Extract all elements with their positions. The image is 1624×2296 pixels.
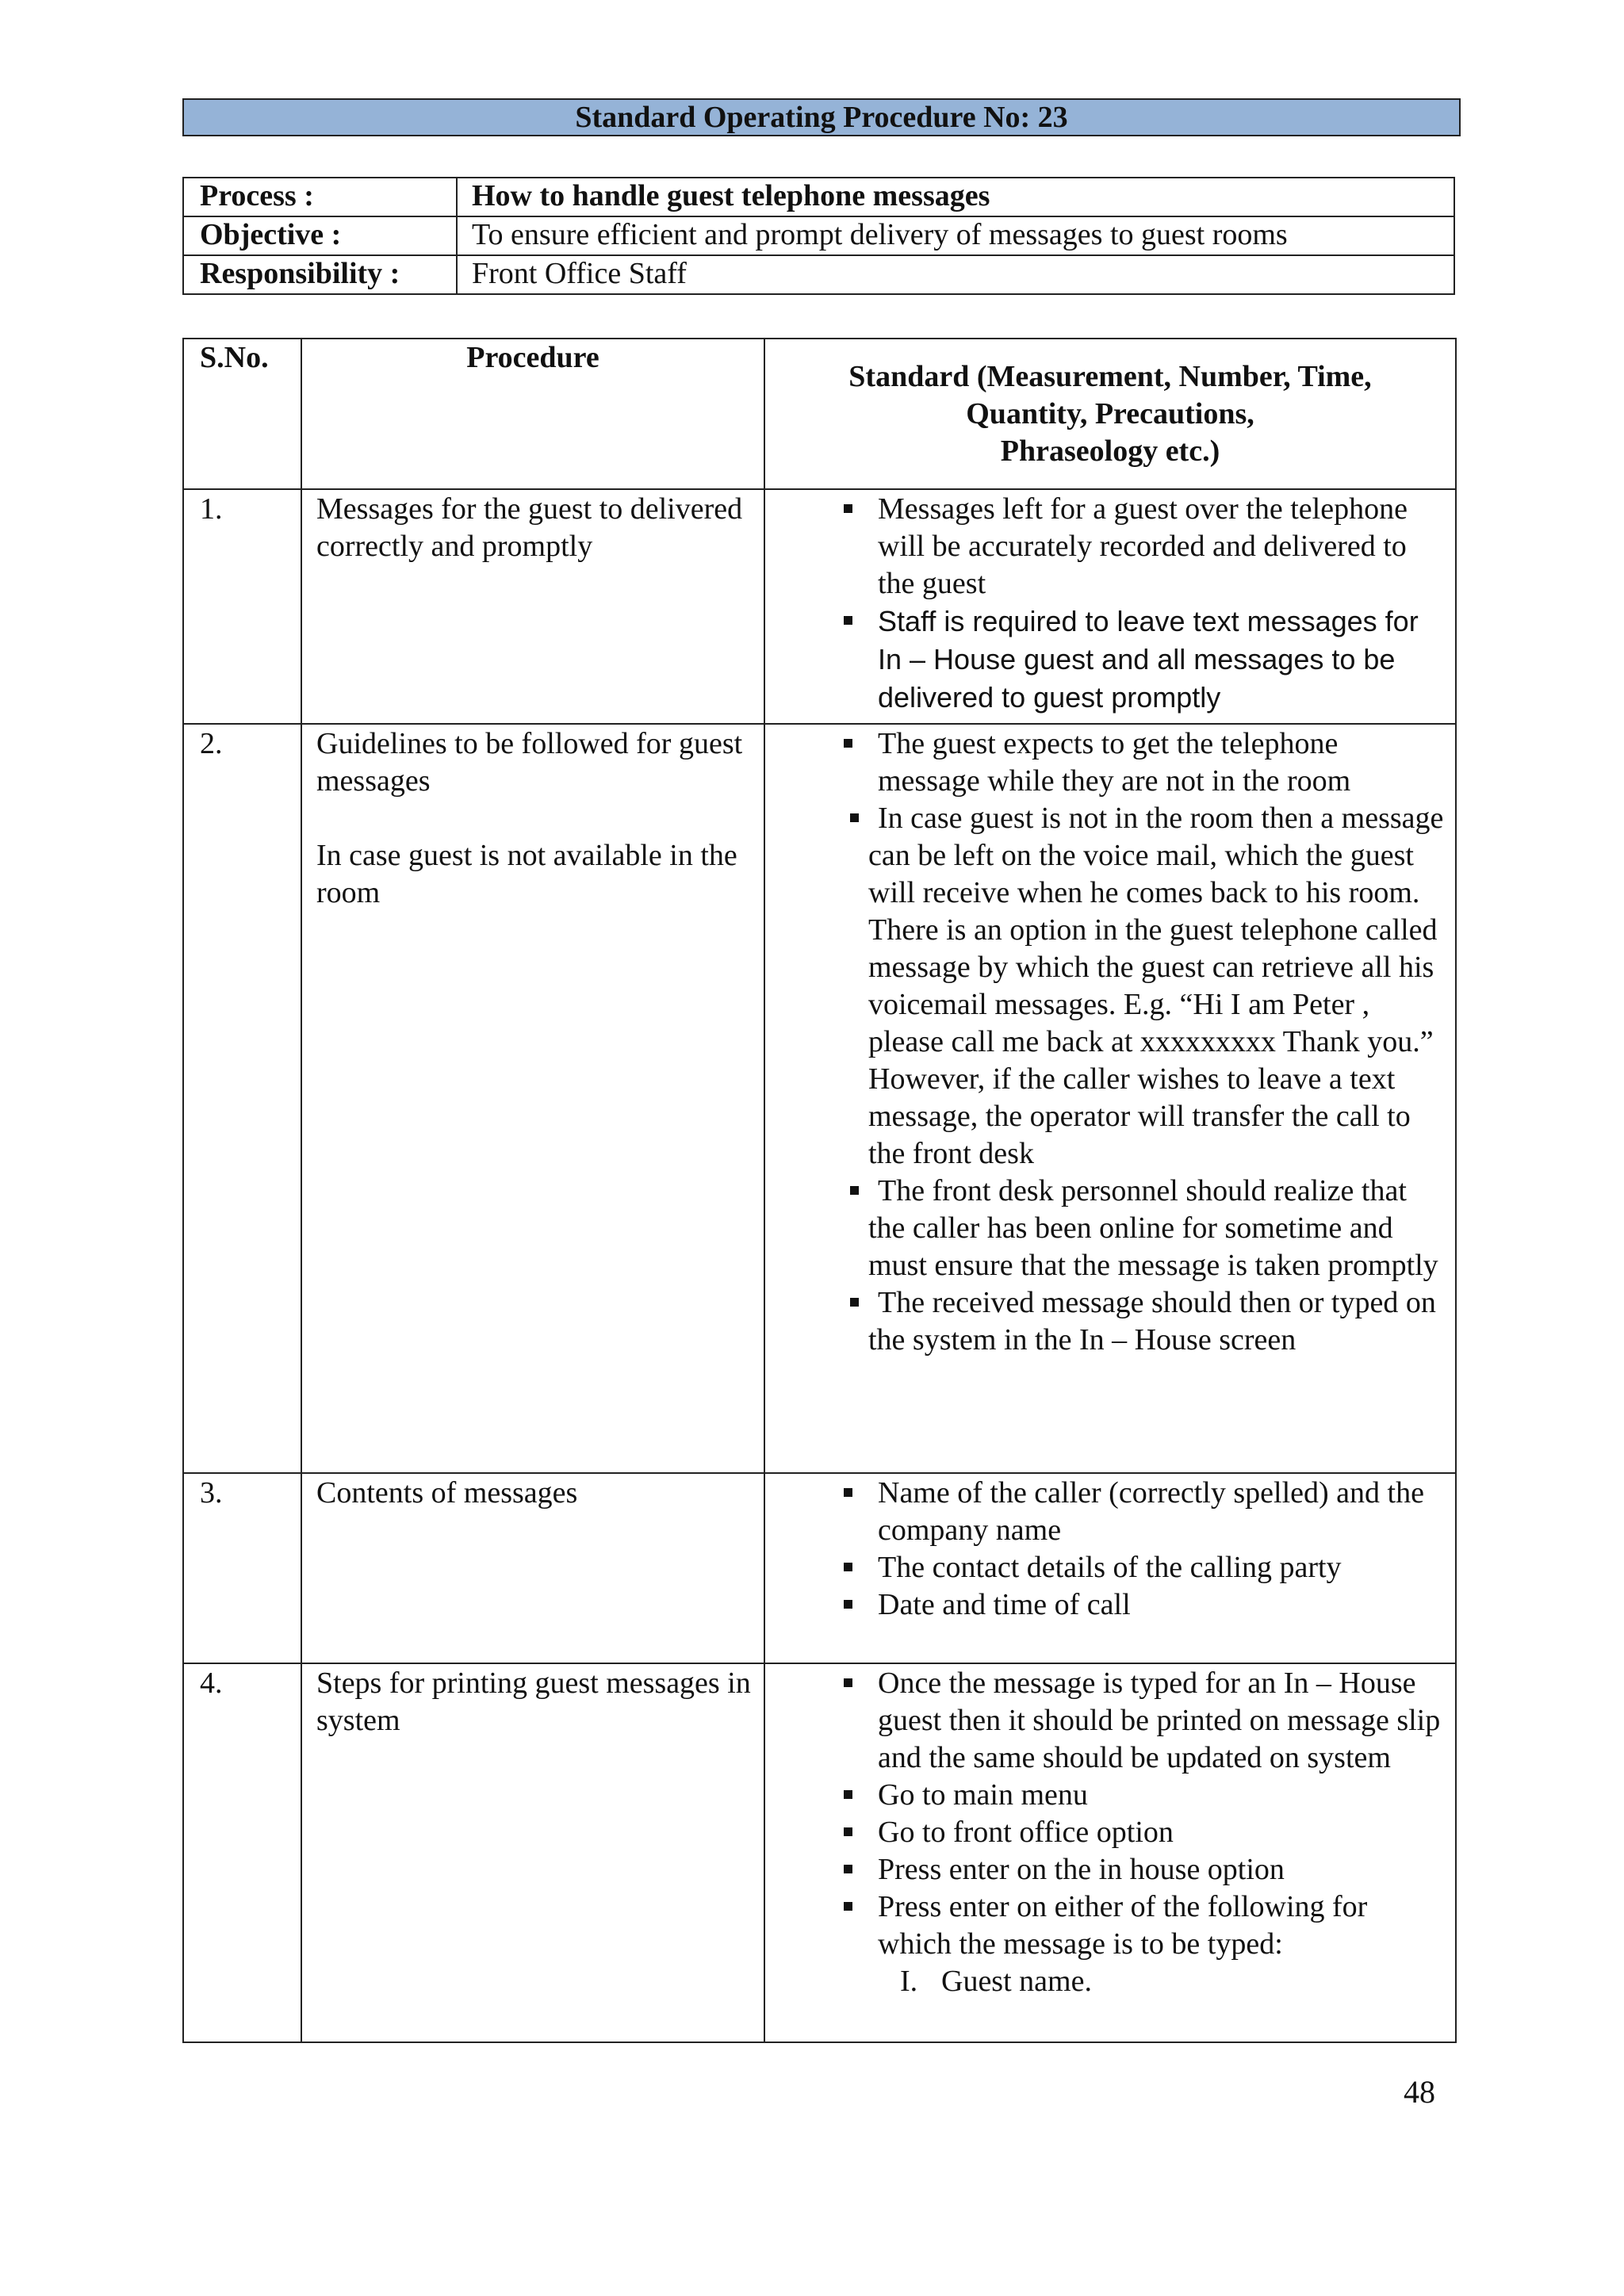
list-item: Date and time of call xyxy=(765,1586,1446,1624)
list-item xyxy=(765,1173,1446,1284)
procedure-note: In case guest is not available in the room xyxy=(316,839,737,909)
row-procedure: Messages for the guest to delivered correctly and promptly xyxy=(301,489,764,724)
procedure-table-header xyxy=(183,339,1456,489)
standards-list xyxy=(765,491,1446,717)
table-row xyxy=(183,724,1456,1473)
list-item-rest: that the caller has been online for sometime and must ensure that the message is taken promptly xyxy=(868,1174,1438,1282)
list-item xyxy=(765,1284,1446,1359)
row-procedure: Steps for printing guest messages in system xyxy=(301,1663,764,2042)
sub-list xyxy=(765,1963,1446,2000)
standards-list xyxy=(765,725,1446,800)
list-item: Messages left for a guest over the telephone will be accurately recorded and delivered to the guest xyxy=(765,491,1446,603)
sop-title-bar xyxy=(182,98,1461,136)
list-item: Press enter on either of the following for which the message is to be typed: xyxy=(765,1888,1446,1963)
objective-value: To ensure efficient and prompt delivery of messages to guest rooms xyxy=(457,216,1454,255)
row-standards xyxy=(764,724,1456,1473)
table-row xyxy=(183,1473,1456,1663)
procedure-text: Guidelines to be followed for guest messages xyxy=(316,727,743,798)
standards-list xyxy=(765,800,1446,1359)
standards-list xyxy=(765,1665,1446,1963)
list-item-lead: The front desk personnel should realize xyxy=(878,1174,1354,1207)
sub-list-text: Guest name. xyxy=(941,1965,1092,1998)
standards-list xyxy=(765,1475,1446,1624)
list-item: Go to front office option xyxy=(765,1814,1446,1851)
page-number: 48 xyxy=(1404,2074,1435,2110)
table-row xyxy=(183,1663,1456,2042)
row-standards xyxy=(764,1473,1456,1663)
list-item: Staff is required to leave text messages for In – House guest and all messages to be delivered to guest promptly xyxy=(765,603,1446,717)
row-standards xyxy=(764,1663,1456,2042)
list-item-lead: In case guest is not in the room then a xyxy=(878,802,1335,835)
list-item: Press enter on the in house option xyxy=(765,1851,1446,1888)
row-procedure xyxy=(301,724,764,1473)
responsibility-value: Front Office Staff xyxy=(457,255,1454,294)
row-sno: 1. xyxy=(183,489,301,724)
header-standard xyxy=(764,339,1456,489)
list-item: The guest expects to get the telephone message while they are not in the room xyxy=(765,725,1446,800)
list-item: Once the message is typed for an In – House guest then it should be printed on message slip and the same should be updated on system xyxy=(765,1665,1446,1777)
row-procedure: Contents of messages xyxy=(301,1473,764,1663)
header-standard-line1: Standard (Measurement, Number, Time, xyxy=(848,359,1372,393)
list-item: Go to main menu xyxy=(765,1777,1446,1814)
sub-list-number: I. xyxy=(900,1965,918,1998)
responsibility-label: Responsibility : xyxy=(183,255,457,294)
row-sno: 2. xyxy=(183,724,301,1473)
list-item: The contact details of the calling party xyxy=(765,1549,1446,1586)
info-row-responsibility xyxy=(183,255,1454,294)
process-value: How to handle guest telephone messages xyxy=(457,178,1454,216)
info-row-objective xyxy=(183,216,1454,255)
info-table xyxy=(182,177,1455,295)
header-procedure: Procedure xyxy=(301,339,764,489)
header-standard-line2: Quantity, Precautions, xyxy=(966,396,1254,430)
procedure-table xyxy=(182,338,1457,2043)
list-item: Name of the caller (correctly spelled) and the company name xyxy=(765,1475,1446,1549)
sub-list-item xyxy=(900,1963,1446,2000)
header-standard-line3: Phraseology etc.) xyxy=(1000,434,1220,468)
list-item-rest: message can be left on the voice mail, which the guest will receive when he comes back to his room. There is an option in the guest telephone called message by which the guest can retrieve all his voicemail messages. E.g. “Hi I am Peter , please call me back at xxxxxxxxx Thank you.” However, if the caller wishes to leave a text message, the operator will transfer the call to the front desk xyxy=(868,802,1444,1170)
list-item-text: The received message should then or typed on the system in the In – House screen xyxy=(868,1286,1436,1357)
objective-label: Objective : xyxy=(183,216,457,255)
sop-title: Standard Operating Procedure No: 23 xyxy=(575,101,1068,134)
table-row xyxy=(183,489,1456,724)
row-sno: 4. xyxy=(183,1663,301,2042)
list-item xyxy=(765,800,1446,1173)
info-row-process xyxy=(183,178,1454,216)
row-sno: 3. xyxy=(183,1473,301,1663)
row-standards xyxy=(764,489,1456,724)
spacer xyxy=(316,800,753,837)
header-sno: S.No. xyxy=(183,339,301,489)
process-label: Process : xyxy=(183,178,457,216)
